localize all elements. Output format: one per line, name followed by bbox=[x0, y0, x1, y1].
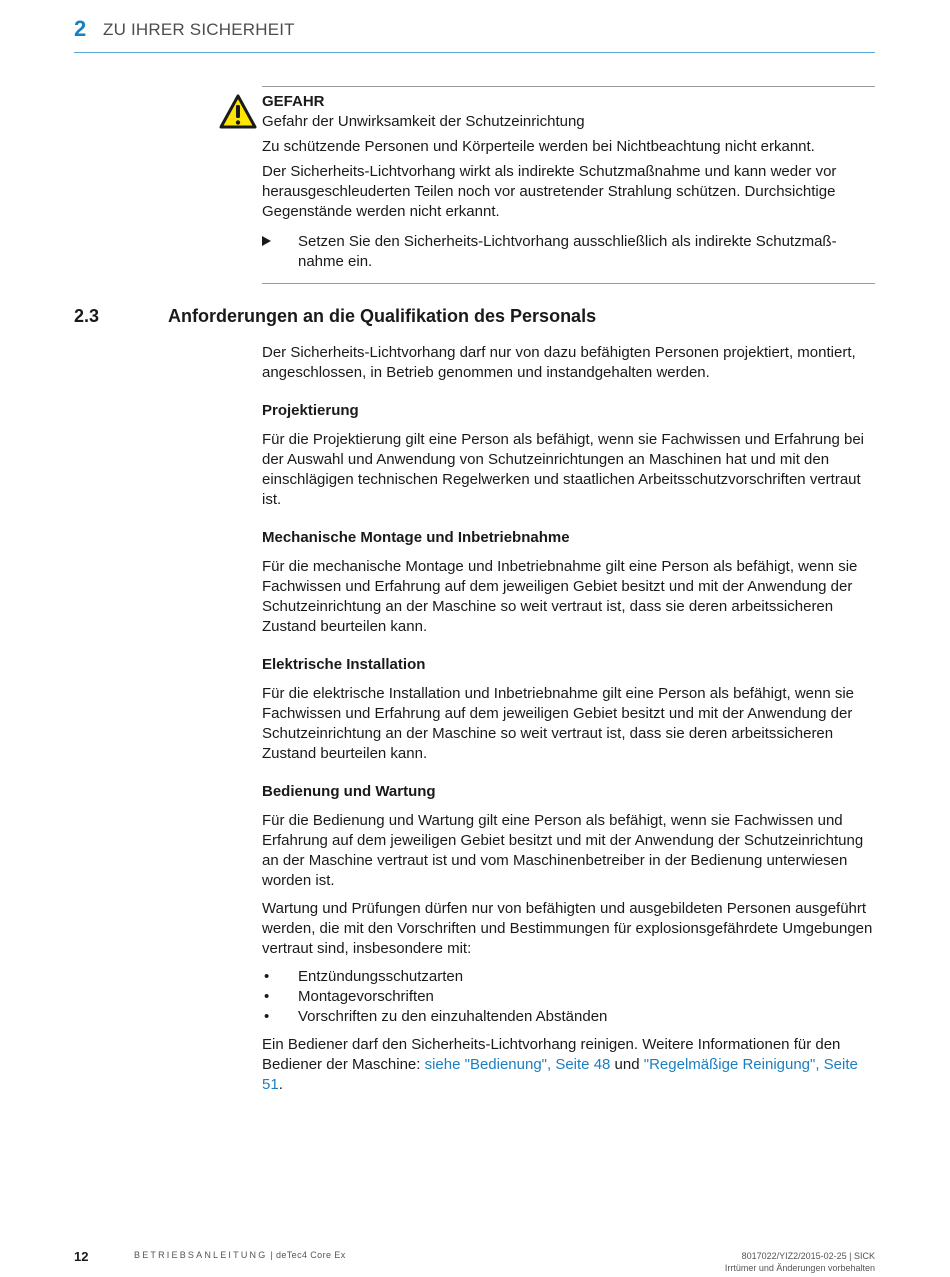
heading-bedienung: Bedienung und Wartung bbox=[262, 783, 436, 800]
list-item: • Entzündungsschutzarten bbox=[262, 967, 875, 987]
doc-product: | deTec4 Core Ex bbox=[267, 1250, 346, 1260]
paragraph-projektierung: Für die Projektierung gilt eine Person als befähigt, wenn sie Fachwissen und Erfahrung bei der Auswahl und Anwendung von Schutzeinrichtungen an Maschinen hat und mit den einschlägigen technischen Regelwerken und staatlichen Arbeitsschutzvorschriften vertraut ist. bbox=[262, 431, 865, 508]
paragraph-montage: Für die mechanische Montage und Inbetriebnahme gilt eine Person als befähigt, wenn sie Fachwissen und Erfahrung auf dem jeweiligen Gebiet besitzt und mit der Anwendung der Schutzeinrichtung an der Maschine so weit vertraut ist, dass sie deren arbeitssicheren Zustand beurteilen kann. bbox=[262, 558, 858, 635]
hazard-subtitle: Gefahr der Unwirksamkeit der Schutzeinrichtung bbox=[262, 113, 585, 130]
doc-label: BETRIEBSANLEITUNG bbox=[134, 1250, 268, 1260]
chapter-title: ZU IHRER SICHERHEIT bbox=[103, 20, 295, 39]
disclaimer: Irrtümer und Änderungen vorbehalten bbox=[724, 1263, 875, 1273]
signal-word: GEFAHR bbox=[262, 93, 325, 110]
section-title: Anforderungen an die Qualifikation des Personals bbox=[168, 306, 597, 326]
doc-id: 8017022/YIZ2/2015-02-25 | SICK bbox=[741, 1251, 875, 1261]
warning-triangle-icon bbox=[219, 94, 257, 130]
paragraph-wartung: Wartung und Prüfungen dürfen nur von befähigten und ausgebildeten Personen ausgeführt werden, die mit den Vorschriften und Bestimmungen für explosionsgefährdete Umgebungen vertraut sind, insbesondere mit: bbox=[262, 900, 873, 957]
page-number: 12 bbox=[74, 1249, 89, 1264]
section-body bbox=[262, 343, 875, 1103]
closing-paragraph bbox=[262, 1035, 875, 1095]
closing-and: und bbox=[610, 1056, 644, 1073]
footer-document bbox=[134, 1250, 346, 1260]
list-item: • Vorschriften zu den einzuhaltenden Abständen bbox=[262, 1007, 875, 1027]
section-number: 2.3 bbox=[74, 306, 100, 326]
heading-montage: Mechanische Montage und Inbetriebnahme bbox=[262, 529, 570, 546]
list-item: • Montagevorschriften bbox=[262, 987, 875, 1007]
bullet-list bbox=[262, 967, 875, 1027]
paragraph-elektrik: Für die elektrische Installation und Inbetriebnahme gilt eine Person als befähigt, wenn sie Fachwissen und Erfahrung auf dem jeweiligen Gebiet besitzt und mit der Anwendung der Schutzeinrichtung an der Maschine so weit vertraut ist, dass sie deren arbeitssicheren Zustand beurteilen kann. bbox=[262, 685, 855, 762]
link-reinigung[interactable]: "Regelmäßige Reinigung", Seite 51 bbox=[262, 1056, 858, 1093]
action-arrow-icon bbox=[262, 236, 271, 246]
hazard-consequence: Zu schützende Personen und Körperteile werden bei Nichtbeachtung nicht erkannt. bbox=[262, 138, 815, 155]
intro-paragraph: Der Sicherheits-Lichtvorhang darf nur von dazu befähigten Personen projektiert, montiert, angeschlossen, in Betrieb genommen und instandgehalten werden. bbox=[262, 344, 856, 381]
link-bedienung[interactable]: siehe "Bedienung", Seite 48 bbox=[424, 1056, 611, 1073]
footer-meta bbox=[725, 1250, 875, 1274]
heading-projektierung: Projektierung bbox=[262, 402, 359, 419]
closing-text: Ein Bediener darf den Sicherheits-Lichtvorhang reinigen. Weitere Informationen für den Bediener der Maschine: bbox=[262, 1036, 841, 1073]
page-header bbox=[74, 14, 875, 53]
danger-notice bbox=[262, 86, 875, 284]
heading-elektrik: Elektrische Installation bbox=[262, 656, 426, 673]
hazard-description: Der Sicherheits-Lichtvorhang wirkt als indirekte Schutzmaßnahme und kann weder vor herausgeschleuderten Teilen noch vor austretender Strahlung schützen. Durchsichtige Gegenstände werden nicht erkannt. bbox=[262, 163, 837, 220]
closing-end: . bbox=[278, 1076, 283, 1093]
chapter-number: 2 bbox=[74, 16, 87, 41]
paragraph-bedienung: Für die Bedienung und Wartung gilt eine Person als befähigt, wenn sie Fachwissen und Erfahrung auf dem jeweiligen Gebiet besitzt und mit der Anwendung der Schutzeinrichtung an der Maschine vertraut ist und vom Maschinenbetreiber in der Bedienung unterwiesen worden ist. bbox=[262, 812, 864, 889]
hazard-action: Setzen Sie den Sicherheits-Lichtvorhang ausschließlich als indirekte Schutzmaßnahme ein. bbox=[298, 233, 837, 270]
